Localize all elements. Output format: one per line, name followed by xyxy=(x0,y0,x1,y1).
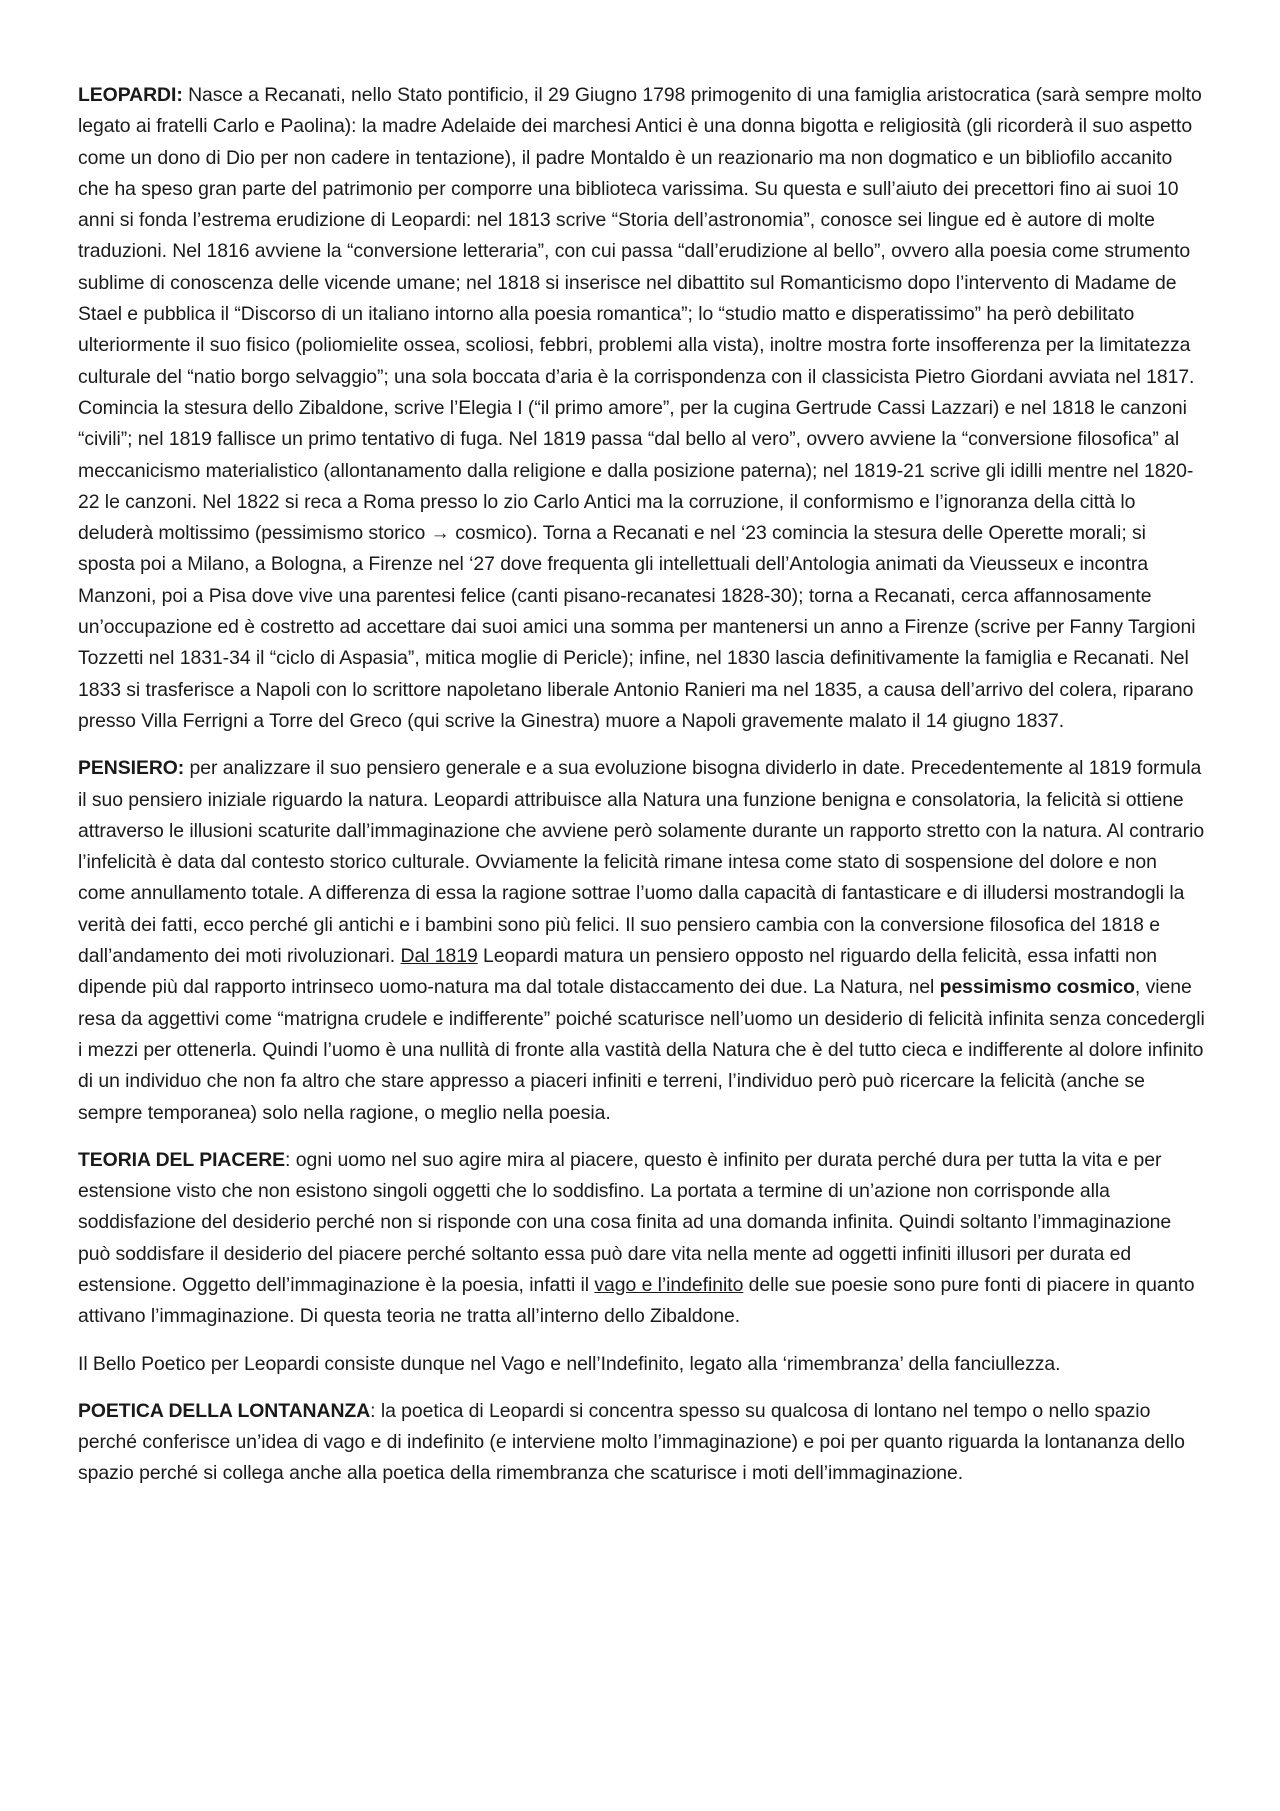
bello-paragraph xyxy=(78,1349,1208,1380)
pensiero-paragraph xyxy=(78,753,1208,1129)
poetica-paragraph xyxy=(78,1396,1208,1490)
bello-text: Il Bello Poetico per Leopardi consiste dunque nel Vago e nell’Indefinito, legato alla ‘rimembranza’ della fanciullezza. xyxy=(78,1352,1061,1375)
teoria-heading: TEORIA DEL PIACERE xyxy=(78,1148,286,1171)
pensiero-text-1: per analizzare il suo pensiero generale e a sua evoluzione bisogna dividerlo in date. Precedentemente al 1819 formula il suo pensiero iniziale riguardo la natura. Leopardi attribuisce alla Natura una funzione benigna e consolatoria, la felicità si ottiene attraverso le illusioni scaturite dall’immaginazione che avviene però solamente durante un rapporto stretto con la natura. Al contrario l’infelicità è data dal contesto storico culturale. Ovviamente la felicità rimane intesa come stato di sospensione del dolore e non come annullamento totale. A differenza di essa la ragione sottrae l’uomo dalla capacità di fantasticare e di illudersi mostrandogli la verità dei fatti, ecco perché gli antichi e i bambini sono più felici. Il suo pensiero cambia con la conversione filosofica del 1818 e dall’andamento dei moti rivoluzionari. xyxy=(78,757,1205,968)
document-page xyxy=(78,80,1208,1506)
pensiero-heading: PENSIERO: xyxy=(78,757,185,780)
leopardi-heading: LEOPARDI: xyxy=(78,84,183,106)
teoria-paragraph xyxy=(78,1145,1208,1333)
pensiero-text-2: Leopardi matura un pensiero opposto nel riguardo della felicità, essa infatti non dipende più dal rapporto intrinseco uomo-natura ma dal totale distaccamento dei due. La Natura, nel xyxy=(78,945,1158,999)
teoria-text-1: : ogni uomo nel suo agire mira al piacere, questo è infinito per durata perché dura per tutta la vita e per estensione visto che non esistono singoli oggetti che lo soddisfino. La portata a termine di un’azione non corrisponde alla soddisfazione del desiderio perché non si risponde con una cosa finita ad una domanda infinita. Quindi soltanto l’immaginazione può soddisfare il desiderio del piacere perché soltanto essa può dare vita nella mente ad oggetti infiniti illusori per durata ed estensione. Oggetto dell’immaginazione è la poesia, infatti il xyxy=(78,1148,1172,1296)
leopardi-text: Nasce a Recanati, nello Stato pontificio, il 29 Giugno 1798 primogenito di una famiglia aristocratica (sarà sempre molto legato ai fratelli Carlo e Paolina): la madre Adelaide dei marchesi Antici è una donna bigotta e religiosità (gli ricorderà il suo aspetto come un dono di Dio per non cadere in tentazione), il padre Montaldo è un reazionario ma non dogmatico e un bibliofilo accanito che ha speso gran parte del patrimonio per comporre una biblioteca varissima. Su questa e sull’aiuto dei precettori fino ai suoi 10 anni si fonda l’estrema erudizione di Leopardi: nel 1813 scrive “Storia dell’astronomia”, conosce sei lingue ed è autore di molte traduzioni. Nel 1816 avviene la “conversione letteraria”, con cui passa “dall’erudizione al bello”, ovvero alla poesia come strumento sublime di conoscenza delle vicende umane; nel 1818 si inserisce nel dibattito sul Romanticismo dopo l’intervento di Madame de Stael e pubblica il “Discorso di un italiano intorno alla poesia romantica”; lo “studio matto e disperatissimo” ha però debilitato ulteriormente il suo fisico (poliomielite ossea, scoliosi, febbri, problemi alla vista), inoltre mostra forte insofferenza per la limitatezza culturale del “natio borgo selvaggio”; una sola boccata d’aria è la corrispondenza con il classicista Pietro Giordani avviata nel 1817. Comincia la stesura dello Zibaldone, scrive l’Elegia I (“il primo amore”, per la cugina Gertrude Cassi Lazzari) e nel 1818 le canzoni “civili”; nel 1819 fallisce un primo tentativo di fuga. Nel 1819 passa “dal bello al vero”, ovvero avviene la “conversione filosofica” al meccanicismo materialistico (allontanamento dalla religione e dalla posizione paterna); nel 1819-21 scrive gli idilli mentre nel 1820-22 le canzoni. Nel 1822 si reca a Roma presso lo zio Carlo Antici ma la corruzione, il conformismo e l’ignoranza della città lo deluderà moltissimo (pessimismo storico → cosmico). Torna a Recanati e nel ‘23 comincia la stesura delle Operette morali; si sposta poi a Milano, a Bologna, a Firenze nel ‘27 dove frequenta gli intellettuali dell’Antologia animati da Vieusseux e incontra Manzoni, poi a Pisa dove vive una parentesi felice (canti pisano-recanatesi 1828-30); torna a Recanati, cerca affannosamente un’occupazione ed è costretto ad accettare dai suoi amici una somma per mantenersi un anno a Firenze (scrive per Fanny Targioni Tozzetti nel 1831-34 il “ciclo di Aspasia”, mitica moglie di Pericle); infine, nel 1830 lascia definitivamente la famiglia e Recanati. Nel 1833 si trasferisce a Napoli con lo scrittore napoletano liberale Antonio Ranieri ma nel 1835, a causa dell’arrivo del colera, riparano presso Villa Ferrigni a Torre del Greco (qui scrive la Ginestra) muore a Napoli gravemente malato il 14 giugno 1837. xyxy=(78,84,1202,732)
pensiero-bold-term: pessimismo cosmico xyxy=(939,976,1135,999)
teoria-underlined: vago e l’indefinito xyxy=(594,1273,744,1296)
teoria-text-2: delle sue poesie sono pure fonti di piacere in quanto attivano l’immaginazione. Di questa teoria ne tratta all’interno dello Zibaldone. xyxy=(78,1273,1195,1328)
poetica-text: : la poetica di Leopardi si concentra spesso su qualcosa di lontano nel tempo o nello spazio perché conferisce un’idea di vago e di indefinito (e interviene molto l’immaginazione) e poi per quanto riguarda la lontananza dello spazio perché si collega anche alla poetica della rimembranza che scaturisce i moti dell’immaginazione. xyxy=(78,1399,1185,1485)
pensiero-text-3: , viene resa da aggettivi come “matrigna crudele e indifferente” poiché scaturisce nell’uomo un desiderio di felicità infinita senza concedergli i mezzi per ottenerla. Quindi l’uomo è una nullità di fronte alla vastità della Natura che è del tutto cieca e indifferente al dolore infinito di un individuo che non fa altro che stare appresso a piaceri infiniti e terreni, l’individuo però può ricercare la felicità (anche se sempre temporanea) solo nella ragione, o meglio nella poesia. xyxy=(78,976,1205,1124)
pensiero-underlined: Dal 1819 xyxy=(400,945,478,968)
leopardi-paragraph xyxy=(78,80,1208,737)
poetica-heading: POETICA DELLA LONTANANZA xyxy=(78,1399,371,1422)
